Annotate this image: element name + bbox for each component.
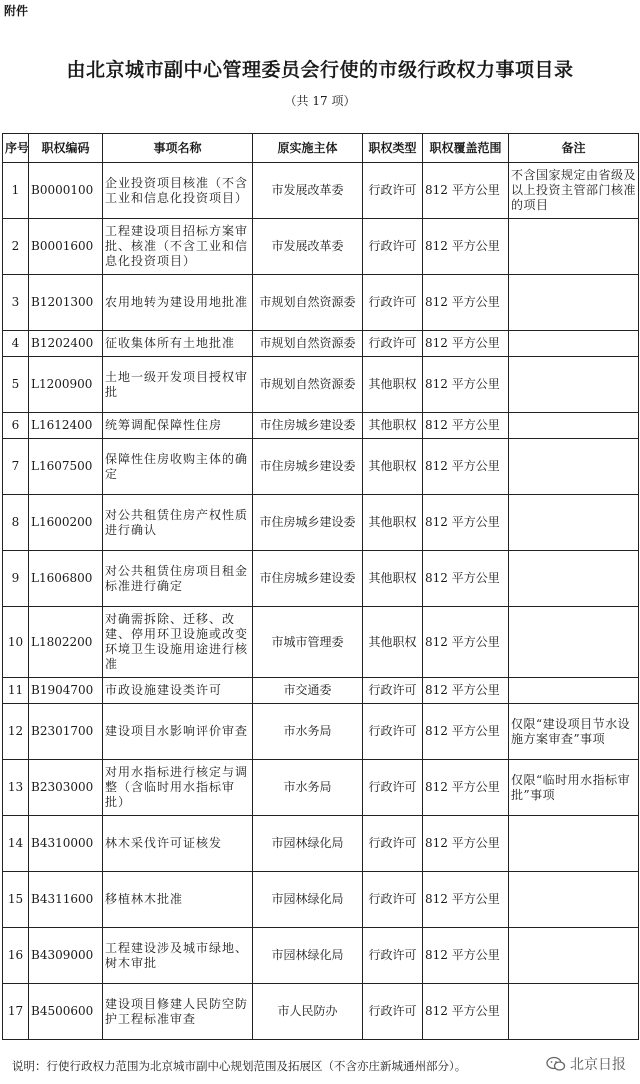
- cell-scope: 812 平方公里: [423, 607, 509, 678]
- header-name: 事项名称: [103, 134, 253, 163]
- cell-no: 13: [3, 760, 29, 816]
- header-body: 原实施主体: [253, 134, 363, 163]
- cell-name: 市政设施建设类许可: [103, 678, 253, 704]
- cell-scope: 812 平方公里: [423, 816, 509, 872]
- header-row: [3, 134, 639, 163]
- cell-scope: 812 平方公里: [423, 495, 509, 551]
- cell-body: 市规划自然资源委: [253, 275, 363, 331]
- table-row: [3, 495, 639, 551]
- cell-type: 其他职权: [363, 413, 423, 439]
- cell-code: L1600200: [29, 495, 103, 551]
- cell-type: 行政许可: [363, 219, 423, 275]
- cell-body: 市住房城乡建设委: [253, 439, 363, 495]
- cell-no: 3: [3, 275, 29, 331]
- cell-note: [509, 984, 639, 1040]
- cell-note: [509, 816, 639, 872]
- cell-body: 市住房城乡建设委: [253, 495, 363, 551]
- table-row: [3, 413, 639, 439]
- cell-name: 土地一级开发项目授权审批: [103, 357, 253, 413]
- table-row: [3, 872, 639, 928]
- cell-body: 市人民防办: [253, 984, 363, 1040]
- cell-note: [509, 413, 639, 439]
- cell-no: 5: [3, 357, 29, 413]
- cell-scope: 812 平方公里: [423, 331, 509, 357]
- cell-body: 市规划自然资源委: [253, 331, 363, 357]
- cell-body: 市发展改革委: [253, 219, 363, 275]
- cell-name: 对确需拆除、迁移、改建、停用环卫设施或改变环境卫生设施用途进行核准: [103, 607, 253, 678]
- cell-code: B4500600: [29, 984, 103, 1040]
- cell-scope: 812 平方公里: [423, 439, 509, 495]
- cell-scope: 812 平方公里: [423, 872, 509, 928]
- cell-body: 市发展改革委: [253, 163, 363, 219]
- cell-type: 其他职权: [363, 357, 423, 413]
- cell-note: 不含国家规定由省级及以上投资主管部门核准的项目: [509, 163, 639, 219]
- cell-type: 行政许可: [363, 760, 423, 816]
- page-title: 由北京城市副中心管理委员会行使的市级行政权力事项目录: [66, 59, 574, 81]
- cell-note: [509, 439, 639, 495]
- cell-scope: 812 平方公里: [423, 678, 509, 704]
- table-row: [3, 678, 639, 704]
- table-row: [3, 928, 639, 984]
- cell-name: 保障性住房收购主体的确定: [103, 439, 253, 495]
- cell-body: 市住房城乡建设委: [253, 551, 363, 607]
- cell-note: 仅限“临时用水指标审批”事项: [509, 760, 639, 816]
- cell-scope: 812 平方公里: [423, 163, 509, 219]
- cell-code: L1612400: [29, 413, 103, 439]
- cell-no: 12: [3, 704, 29, 760]
- cell-name: 移植林木批准: [103, 872, 253, 928]
- cell-note: [509, 872, 639, 928]
- cell-name: 企业投资项目核准（不含工业和信息化投资项目）: [103, 163, 253, 219]
- cell-scope: 812 平方公里: [423, 275, 509, 331]
- cell-type: 行政许可: [363, 984, 423, 1040]
- cell-body: 市水务局: [253, 704, 363, 760]
- cell-name: 对公共租赁住房产权性质进行确认: [103, 495, 253, 551]
- cell-code: L1606800: [29, 551, 103, 607]
- cell-type: 行政许可: [363, 704, 423, 760]
- watermark: [546, 1054, 626, 1074]
- table-row: [3, 275, 639, 331]
- cell-name: 工程建设涉及城市绿地、树木审批: [103, 928, 253, 984]
- cell-code: B1904700: [29, 678, 103, 704]
- cell-code: B2303000: [29, 760, 103, 816]
- table-row: [3, 357, 639, 413]
- cell-code: B1201300: [29, 275, 103, 331]
- header-no: 序号: [3, 134, 29, 163]
- cell-no: 9: [3, 551, 29, 607]
- cell-code: L1200900: [29, 357, 103, 413]
- cell-code: B1202400: [29, 331, 103, 357]
- table-row: [3, 163, 639, 219]
- cell-no: 2: [3, 219, 29, 275]
- footer-note: 说明：行使行政权力范围为北京城市副中心规划范围及拓展区（不含亦庄新城通州部分）。: [12, 1059, 467, 1073]
- cell-note: 仅限“建设项目节水设施方案审查”事项: [509, 704, 639, 760]
- cell-code: L1802200: [29, 607, 103, 678]
- attachment-label: 附件: [4, 4, 29, 18]
- cell-no: 7: [3, 439, 29, 495]
- cell-code: B4311600: [29, 872, 103, 928]
- header-type: 职权类型: [363, 134, 423, 163]
- cell-name: 统筹调配保障性住房: [103, 413, 253, 439]
- cell-scope: 812 平方公里: [423, 413, 509, 439]
- cell-no: 11: [3, 678, 29, 704]
- cell-type: 其他职权: [363, 495, 423, 551]
- cell-type: 行政许可: [363, 331, 423, 357]
- cell-type: 行政许可: [363, 928, 423, 984]
- cell-note: [509, 275, 639, 331]
- cell-type: 行政许可: [363, 816, 423, 872]
- cell-type: 行政许可: [363, 678, 423, 704]
- wechat-icon: [546, 1056, 566, 1072]
- header-code: 职权编码: [29, 134, 103, 163]
- cell-name: 林木采伐许可证核发: [103, 816, 253, 872]
- cell-code: B4309000: [29, 928, 103, 984]
- cell-name: 建设项目修建人民防空防护工程标准审查: [103, 984, 253, 1040]
- cell-note: [509, 495, 639, 551]
- table-row: [3, 219, 639, 275]
- cell-code: B0001600: [29, 219, 103, 275]
- cell-note: [509, 678, 639, 704]
- cell-no: 17: [3, 984, 29, 1040]
- cell-name: 建设项目水影响评价审查: [103, 704, 253, 760]
- table-row: [3, 984, 639, 1040]
- cell-code: L1607500: [29, 439, 103, 495]
- table-row: [3, 607, 639, 678]
- cell-type: 行政许可: [363, 872, 423, 928]
- cell-type: 行政许可: [363, 275, 423, 331]
- cell-body: 市水务局: [253, 760, 363, 816]
- cell-note: [509, 331, 639, 357]
- cell-code: B0000100: [29, 163, 103, 219]
- table-row: [3, 551, 639, 607]
- cell-no: 8: [3, 495, 29, 551]
- table-row: [3, 760, 639, 816]
- cell-no: 16: [3, 928, 29, 984]
- cell-no: 10: [3, 607, 29, 678]
- cell-scope: 812 平方公里: [423, 760, 509, 816]
- cell-name: 农用地转为建设用地批准: [103, 275, 253, 331]
- table-row: [3, 331, 639, 357]
- table-row: [3, 439, 639, 495]
- cell-body: 市交通委: [253, 678, 363, 704]
- cell-type: 行政许可: [363, 163, 423, 219]
- cell-scope: 812 平方公里: [423, 357, 509, 413]
- cell-note: [509, 551, 639, 607]
- cell-name: 征收集体所有土地批准: [103, 331, 253, 357]
- catalog-table: [2, 133, 639, 1040]
- cell-no: 15: [3, 872, 29, 928]
- header-scope: 职权覆盖范围: [423, 134, 509, 163]
- cell-scope: 812 平方公里: [423, 704, 509, 760]
- cell-note: [509, 357, 639, 413]
- cell-body: 市园林绿化局: [253, 928, 363, 984]
- cell-body: 市规划自然资源委: [253, 357, 363, 413]
- cell-scope: 812 平方公里: [423, 219, 509, 275]
- watermark-text: 北京日报: [570, 1057, 626, 1073]
- cell-name: 对用水指标进行核定与调整（含临时用水指标审批）: [103, 760, 253, 816]
- cell-no: 1: [3, 163, 29, 219]
- cell-scope: 812 平方公里: [423, 984, 509, 1040]
- cell-body: 市园林绿化局: [253, 816, 363, 872]
- cell-body: 市园林绿化局: [253, 872, 363, 928]
- cell-type: 其他职权: [363, 551, 423, 607]
- cell-no: 6: [3, 413, 29, 439]
- cell-body: 市住房城乡建设委: [253, 413, 363, 439]
- cell-note: [509, 928, 639, 984]
- cell-body: 市城市管理委: [253, 607, 363, 678]
- table-row: [3, 816, 639, 872]
- cell-type: 其他职权: [363, 439, 423, 495]
- cell-code: B4310000: [29, 816, 103, 872]
- cell-no: 4: [3, 331, 29, 357]
- item-count: （共 17 项）: [284, 94, 356, 108]
- cell-note: [509, 607, 639, 678]
- cell-type: 其他职权: [363, 607, 423, 678]
- cell-name: 对公共租赁住房项目租金标准进行确定: [103, 551, 253, 607]
- table-row: [3, 704, 639, 760]
- header-note: 备注: [509, 134, 639, 163]
- cell-scope: 812 平方公里: [423, 928, 509, 984]
- cell-code: B2301700: [29, 704, 103, 760]
- cell-no: 14: [3, 816, 29, 872]
- cell-name: 工程建设项目招标方案审批、核准（不含工业和信息化投资项目）: [103, 219, 253, 275]
- cell-scope: 812 平方公里: [423, 551, 509, 607]
- cell-note: [509, 219, 639, 275]
